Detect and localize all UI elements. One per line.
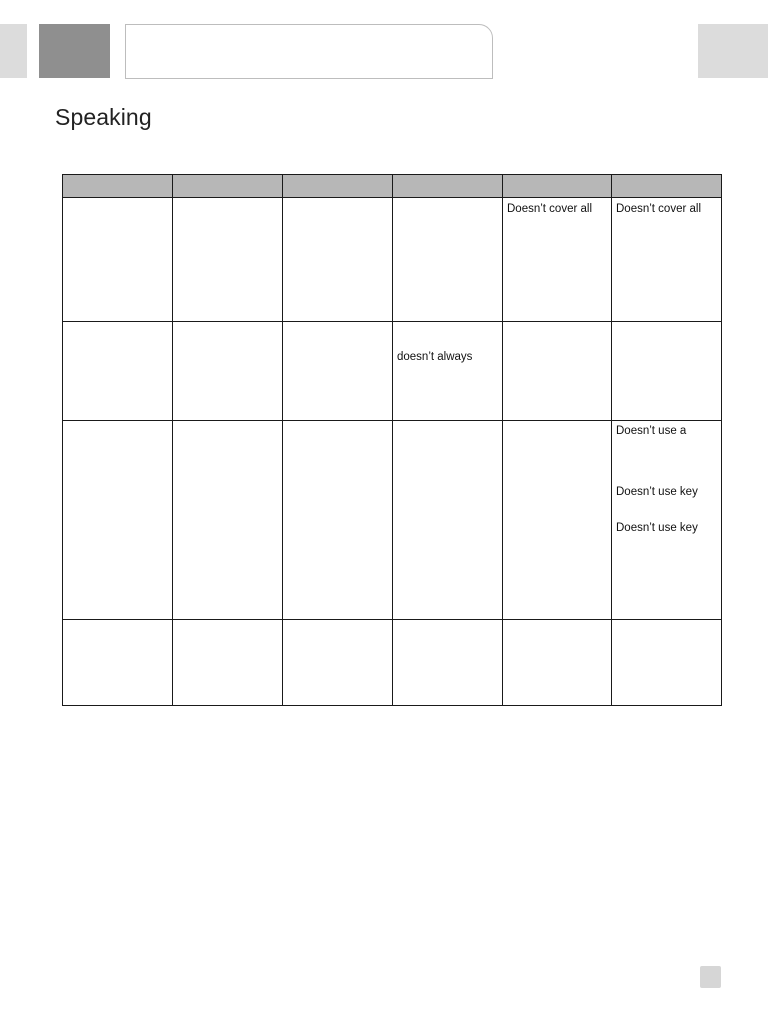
header-cell: [283, 175, 393, 198]
table-cell: [503, 620, 612, 706]
table-cell: [63, 198, 173, 322]
header-title-box: [125, 24, 493, 79]
table-cell: [393, 620, 503, 706]
rubric-table: [62, 174, 722, 706]
table-cell: [612, 198, 722, 322]
cell-text: Doesn’t use key: [616, 486, 698, 498]
table-cell: [612, 620, 722, 706]
cell-text: Doesn’t use a: [616, 425, 687, 437]
rubric-row-2: [63, 322, 722, 421]
table-cell: [612, 322, 722, 421]
table-cell: [283, 620, 393, 706]
table-cell: [63, 620, 173, 706]
table-cell: [393, 198, 503, 322]
table-cell: [283, 322, 393, 421]
table-cell: [173, 421, 283, 620]
table-cell: [63, 322, 173, 421]
cell-text: Doesn’t cover all: [616, 203, 702, 215]
rubric-row-3: [63, 421, 722, 620]
header-cell: [63, 175, 173, 198]
rubric-row-1: [63, 198, 722, 322]
header-cell: [612, 175, 722, 198]
cell-text: Doesn’t use key: [616, 522, 698, 534]
rubric-row-4: [63, 620, 722, 706]
page-heading: Speaking: [55, 104, 152, 130]
cell-text: Doesn’t cover all: [507, 203, 593, 215]
table-cell: [283, 421, 393, 620]
header-cell: [173, 175, 283, 198]
header-cell: [393, 175, 503, 198]
header-tab-right: [698, 24, 768, 78]
cell-text: doesn’t always: [397, 351, 473, 363]
table-cell: [503, 198, 612, 322]
table-cell: [503, 322, 612, 421]
table-cell: [393, 322, 503, 421]
table-cell: [612, 421, 722, 620]
table-cell: [283, 198, 393, 322]
table-cell: [63, 421, 173, 620]
page-number-marker: [700, 966, 721, 988]
table-cell: [503, 421, 612, 620]
table-cell: [173, 198, 283, 322]
table-cell: [173, 620, 283, 706]
table-cell: [393, 421, 503, 620]
header-cell: [503, 175, 612, 198]
header-tab-dark: [39, 24, 110, 78]
table-cell: [173, 322, 283, 421]
header-tab-left-edge: [0, 24, 27, 78]
rubric-header-row: [63, 175, 722, 198]
